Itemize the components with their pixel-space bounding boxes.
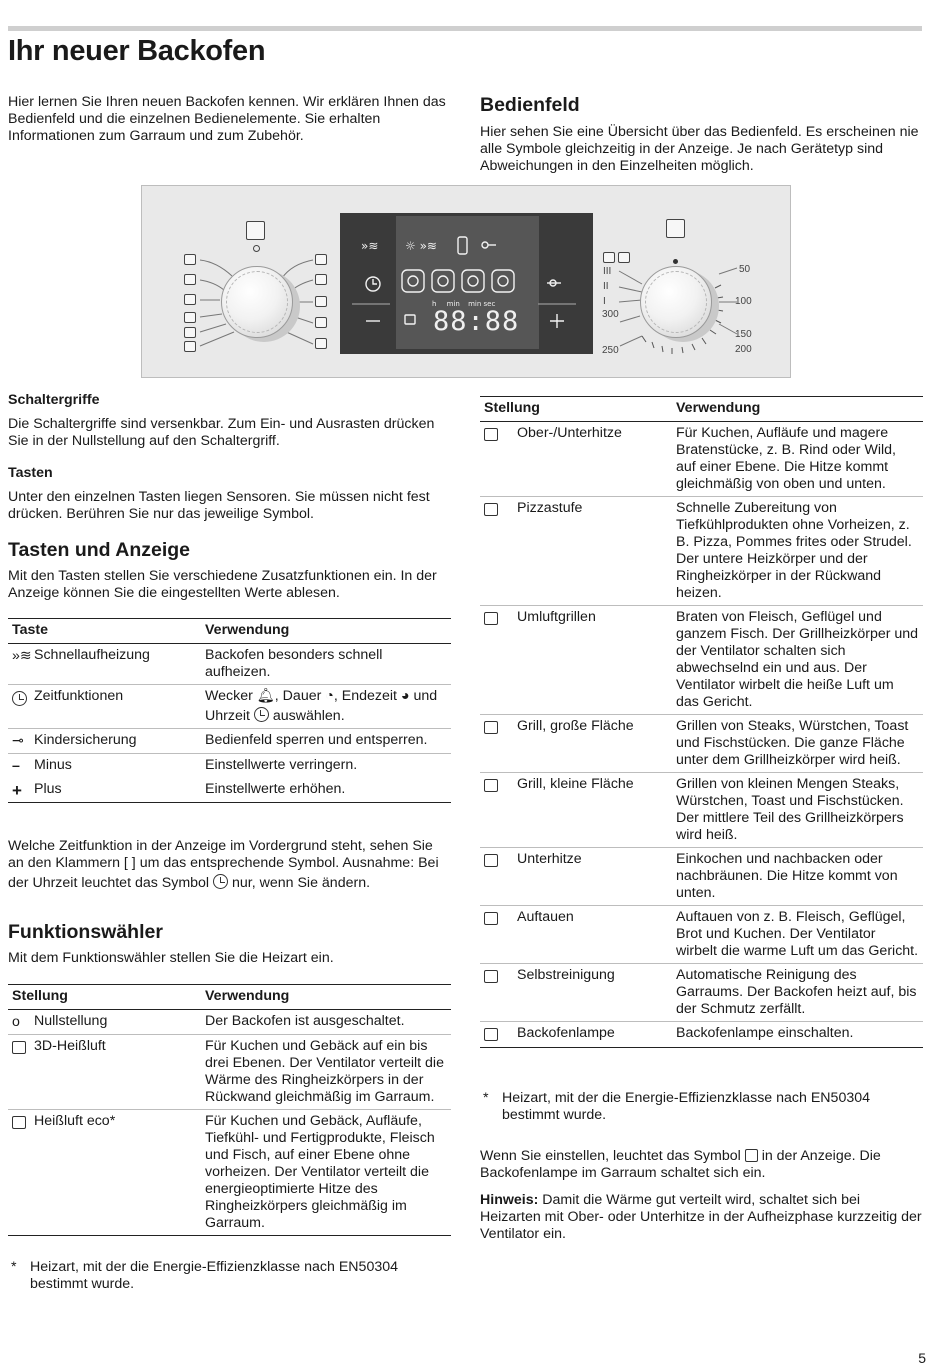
table-row	[8, 729, 451, 754]
clock-icon	[213, 874, 228, 889]
hinweis-note	[480, 1192, 923, 1243]
temperature-selector-knob	[640, 266, 712, 338]
row-use: Für Kuchen, Aufläufe und magere Bratenstücke, z. B. Rind oder Wild, auf einer Ebene. Die Hitze kommt gleichmäßig von oben und unten.	[672, 422, 923, 497]
hinweis-text: Damit die Wärme gut verteilt wird, schaltet sich bei Heizarten mit Ober- oder Unterhitze in der Aufheizphase kurzzeitig der Ventilator ein.	[480, 1192, 922, 1242]
tasten-anzeige-text: Mit den Tasten stellen Sie verschiedene Zusatzfunktionen ein. In der Anzeige können Sie die eingestellten Werte ablesen.	[8, 568, 437, 601]
row-use-b: , Dauer	[274, 688, 322, 704]
col-header-verwendung: Verwendung	[672, 397, 923, 422]
page-number: 5	[918, 1350, 926, 1366]
table-row	[480, 422, 923, 497]
duration-icon: ◔	[325, 688, 334, 704]
table-row	[8, 1110, 451, 1236]
temp-label-300: 300	[602, 309, 619, 320]
table-row	[480, 848, 923, 906]
top-bottom-heat-icon	[484, 428, 498, 441]
row-use: Einstellwerte erhöhen.	[201, 778, 451, 803]
row-use: Automatische Reinigung des Garraums. Der Backofen heizt auf, bis der Schmutz zerfällt.	[672, 964, 923, 1022]
table-row	[8, 754, 451, 779]
grill-small-icon	[484, 779, 498, 792]
row-use: Bedienfeld sperren und entsperren.	[201, 729, 451, 754]
grill-large-icon	[484, 721, 498, 734]
key-icon: ⊸	[12, 733, 24, 749]
row-use: Backofen besonders schnell aufheizen.	[201, 644, 451, 685]
table-row	[480, 606, 923, 715]
bedienfeld-text: Hier sehen Sie eine Übersicht über das Bedienfeld. Es erscheinen nie alle Symbole gleichzeitig in der Anzeige. Je nach Gerätetyp sind Abweichungen in den Einzelheiten möglich.	[480, 124, 919, 174]
row-name: Zeitfunktionen	[34, 688, 124, 704]
display-label-min: min	[446, 300, 460, 308]
svg-text:»≋: »≋	[361, 239, 379, 253]
tasten-table	[8, 618, 451, 803]
row-use-d: und Uhrzeit	[205, 688, 438, 724]
row-use: Der Backofen ist ausgeschaltet.	[201, 1010, 451, 1035]
tasten-anzeige-heading: Tasten und Anzeige	[8, 539, 191, 561]
row-name: Minus	[34, 757, 72, 773]
funktionswaehler-table	[8, 984, 451, 1236]
row-name: Unterhitze	[517, 851, 582, 867]
table-row	[480, 715, 923, 773]
plus-icon: +	[12, 781, 22, 800]
row-use-a: Wecker	[205, 688, 253, 704]
zero-position-icon: o	[12, 1014, 20, 1030]
row-use: Schnelle Zubereitung von Tiefkühlprodukten ohne Vorheizen, z. B. Pizza, Pommes frites oder Strudel. Der untere Heizkörper und der Ringheizkörper in der Rückwand heizen.	[672, 497, 923, 606]
funktionswaehler-heading: Funktionswähler	[8, 921, 163, 943]
row-use: Braten von Fleisch, Geflügel und ganzem Fisch. Der Grillheizkörper und der Ventilator schalten sich abwechselnd ein und aus. Der Ventilator wirbelt die heiße Luft um das Gericht.	[672, 606, 923, 715]
row-name: 3D-Heißluft	[34, 1038, 106, 1054]
lamp-note	[480, 1147, 923, 1182]
thermometer-icon	[666, 219, 685, 238]
pizza-icon	[484, 503, 498, 516]
defrost-icon	[484, 912, 498, 925]
end-time-icon: ◕	[400, 688, 410, 704]
display-label-h: h	[432, 300, 437, 308]
grill-level-1: I	[603, 296, 606, 307]
fan-3d-icon	[12, 1041, 26, 1054]
table-row	[8, 644, 451, 685]
intro-text: Hier lernen Sie Ihren neuen Backofen kennen. Wir erklären Ihnen das Bedienfeld und die einzelnen Bedienelemente. Sie erhalten Informationen zum Garraum und zum Zubehör.	[8, 94, 446, 144]
grill-large-icon	[603, 252, 615, 263]
table-row	[8, 1010, 451, 1035]
footnote-left	[8, 1259, 451, 1293]
funktionswaehler-text: Mit dem Funktionswähler stellen Sie die Heizart ein.	[8, 950, 334, 966]
header-rule	[8, 26, 922, 31]
minus-icon: –	[12, 758, 20, 774]
row-use: Einkochen und nachbacken oder nachbräunen. Die Hitze kommt von unten.	[672, 848, 923, 906]
lamp-symbol-icon	[745, 1149, 758, 1162]
temp-label-100: 100	[735, 296, 752, 307]
row-name: Pizzastufe	[517, 500, 583, 516]
row-name: Nullstellung	[34, 1013, 108, 1029]
col-header-verwendung: Verwendung	[201, 985, 451, 1010]
row-use: Backofenlampe einschalten.	[672, 1022, 923, 1048]
fan-eco-icon	[12, 1116, 26, 1129]
row-name: Schnellaufheizung	[34, 647, 150, 663]
footnote-star: *	[11, 1259, 17, 1275]
self-clean-icon	[618, 252, 630, 263]
row-use: Grillen von Steaks, Würstchen, Toast und Fischstücken. Die ganze Fläche unter dem Grillheizkörper wird heiß.	[672, 715, 923, 773]
table-row	[480, 773, 923, 848]
schaltergriffe-text: Die Schaltergriffe sind versenkbar. Zum Ein- und Ausrasten drücken Sie in der Nullstellung auf den Schaltergriff.	[8, 416, 435, 449]
zeitfunktion-note-a: Welche Zeitfunktion in der Anzeige im Vordergrund steht, sehen Sie an den Klammern [ ] um das entsprechende Symbol. Ausnahme: Bei der Uhrzeit leuchtet das Symbol	[8, 838, 439, 891]
row-name: Kindersicherung	[34, 732, 137, 748]
oven-lamp-icon	[484, 1028, 498, 1041]
row-use-c: , Endezeit	[333, 688, 397, 704]
zeitfunktion-note	[8, 838, 451, 892]
display-area	[340, 213, 593, 354]
col-header-stellung: Stellung	[8, 985, 201, 1010]
page-title: Ihr neuer Backofen	[8, 35, 266, 67]
row-name: Grill, kleine Fläche	[517, 776, 634, 792]
hinweis-label: Hinweis:	[480, 1192, 539, 1208]
row-name: Ober-/Unterhitze	[517, 425, 622, 441]
footnote-text: Heizart, mit der die Energie-Effizienzklasse nach EN50304 bestimmt wurde.	[30, 1259, 399, 1292]
temp-label-50: 50	[739, 264, 751, 275]
function-selector-knob	[221, 266, 293, 338]
table-row	[8, 1035, 451, 1110]
row-use: Grillen von kleinen Mengen Steaks, Würstchen, Toast und Fischstücken. Der mittlere Teil des Grillheizkörpers wird heiß.	[672, 773, 923, 848]
row-use: Für Kuchen und Gebäck auf ein bis drei Ebenen. Der Ventilator verteilt die Wärme des Ringheizkörpers in der Rückwand gleichmäßig im Garraum.	[201, 1035, 451, 1110]
table-row	[8, 685, 451, 729]
row-name: Selbstreinigung	[517, 967, 615, 983]
table-row	[480, 906, 923, 964]
footnote-star: *	[483, 1090, 489, 1106]
display-label-sec: min sec	[468, 300, 496, 308]
fan-grill-icon	[484, 612, 498, 625]
bell-icon: 🔔︎	[256, 688, 275, 704]
row-use: Für Kuchen und Gebäck, Aufläufe, Tiefkühl- und Fertigprodukte, Fleisch und Fisch, auf einer Ebene ohne vorheizen. Der Ventilator verteilt die energieoptimierte Hitze des Ringheizkörpers gleichmäßig im Garraum.	[201, 1110, 451, 1236]
grill-level-3: III	[603, 266, 612, 277]
row-use: Auftauen von z. B. Fleisch, Geflügel, Brot und Kuchen. Der Ventilator wirbelt die warme Luft um das Gericht.	[672, 906, 923, 964]
temp-marker	[673, 259, 678, 264]
bottom-heat-icon	[484, 854, 498, 867]
row-name: Grill, große Fläche	[517, 718, 634, 734]
footnote-right	[480, 1090, 923, 1124]
schaltergriffe-heading: Schaltergriffe	[8, 392, 100, 408]
row-use-e: auswählen.	[272, 708, 345, 724]
lamp-note-a: Wenn Sie einstellen, leuchtet das Symbol	[480, 1148, 741, 1164]
clock-icon	[12, 691, 27, 706]
row-name: Plus	[34, 781, 62, 797]
zeitfunktion-note-b: nur, wenn Sie ändern.	[232, 875, 371, 891]
clock-icon	[254, 707, 269, 722]
table-row	[480, 1022, 923, 1048]
temp-label-200: 200	[735, 344, 752, 355]
self-clean-icon	[484, 970, 498, 983]
control-panel-illustration	[141, 185, 791, 378]
row-use: Einstellwerte verringern.	[205, 757, 358, 773]
table-row	[480, 497, 923, 606]
row-name: Backofenlampe	[517, 1025, 615, 1041]
table-row	[8, 778, 451, 803]
heizarten-table	[480, 396, 923, 1048]
col-header-stellung: Stellung	[480, 397, 672, 422]
tasten-heading: Tasten	[8, 465, 53, 481]
col-header-taste: Taste	[8, 619, 201, 644]
tasten-text: Unter den einzelnen Tasten liegen Sensoren. Sie müssen nicht fest drücken. Berühren Sie nur das jeweilige Symbol.	[8, 489, 430, 522]
grill-level-2: II	[603, 281, 609, 292]
bedienfeld-heading: Bedienfeld	[480, 94, 580, 116]
row-name: Auftauen	[517, 909, 574, 925]
lamp-note-b: in der Anzeige. Die Backofenlampe im Garraum schaltet sich ein.	[480, 1148, 881, 1181]
row-name: Umluftgrillen	[517, 609, 596, 625]
row-name: Heißluft eco*	[34, 1113, 116, 1129]
temp-label-250: 250	[602, 345, 619, 356]
display-digits: 88:88	[433, 306, 520, 337]
footnote-text: Heizart, mit der die Energie-Effizienzklasse nach EN50304 bestimmt wurde.	[502, 1090, 871, 1123]
col-header-verwendung: Verwendung	[201, 619, 451, 644]
table-row	[480, 964, 923, 1022]
fast-heat-icon: »≋	[12, 648, 32, 664]
temp-label-150: 150	[735, 329, 752, 340]
svg-text:☼ »≋: ☼ »≋	[405, 239, 437, 253]
